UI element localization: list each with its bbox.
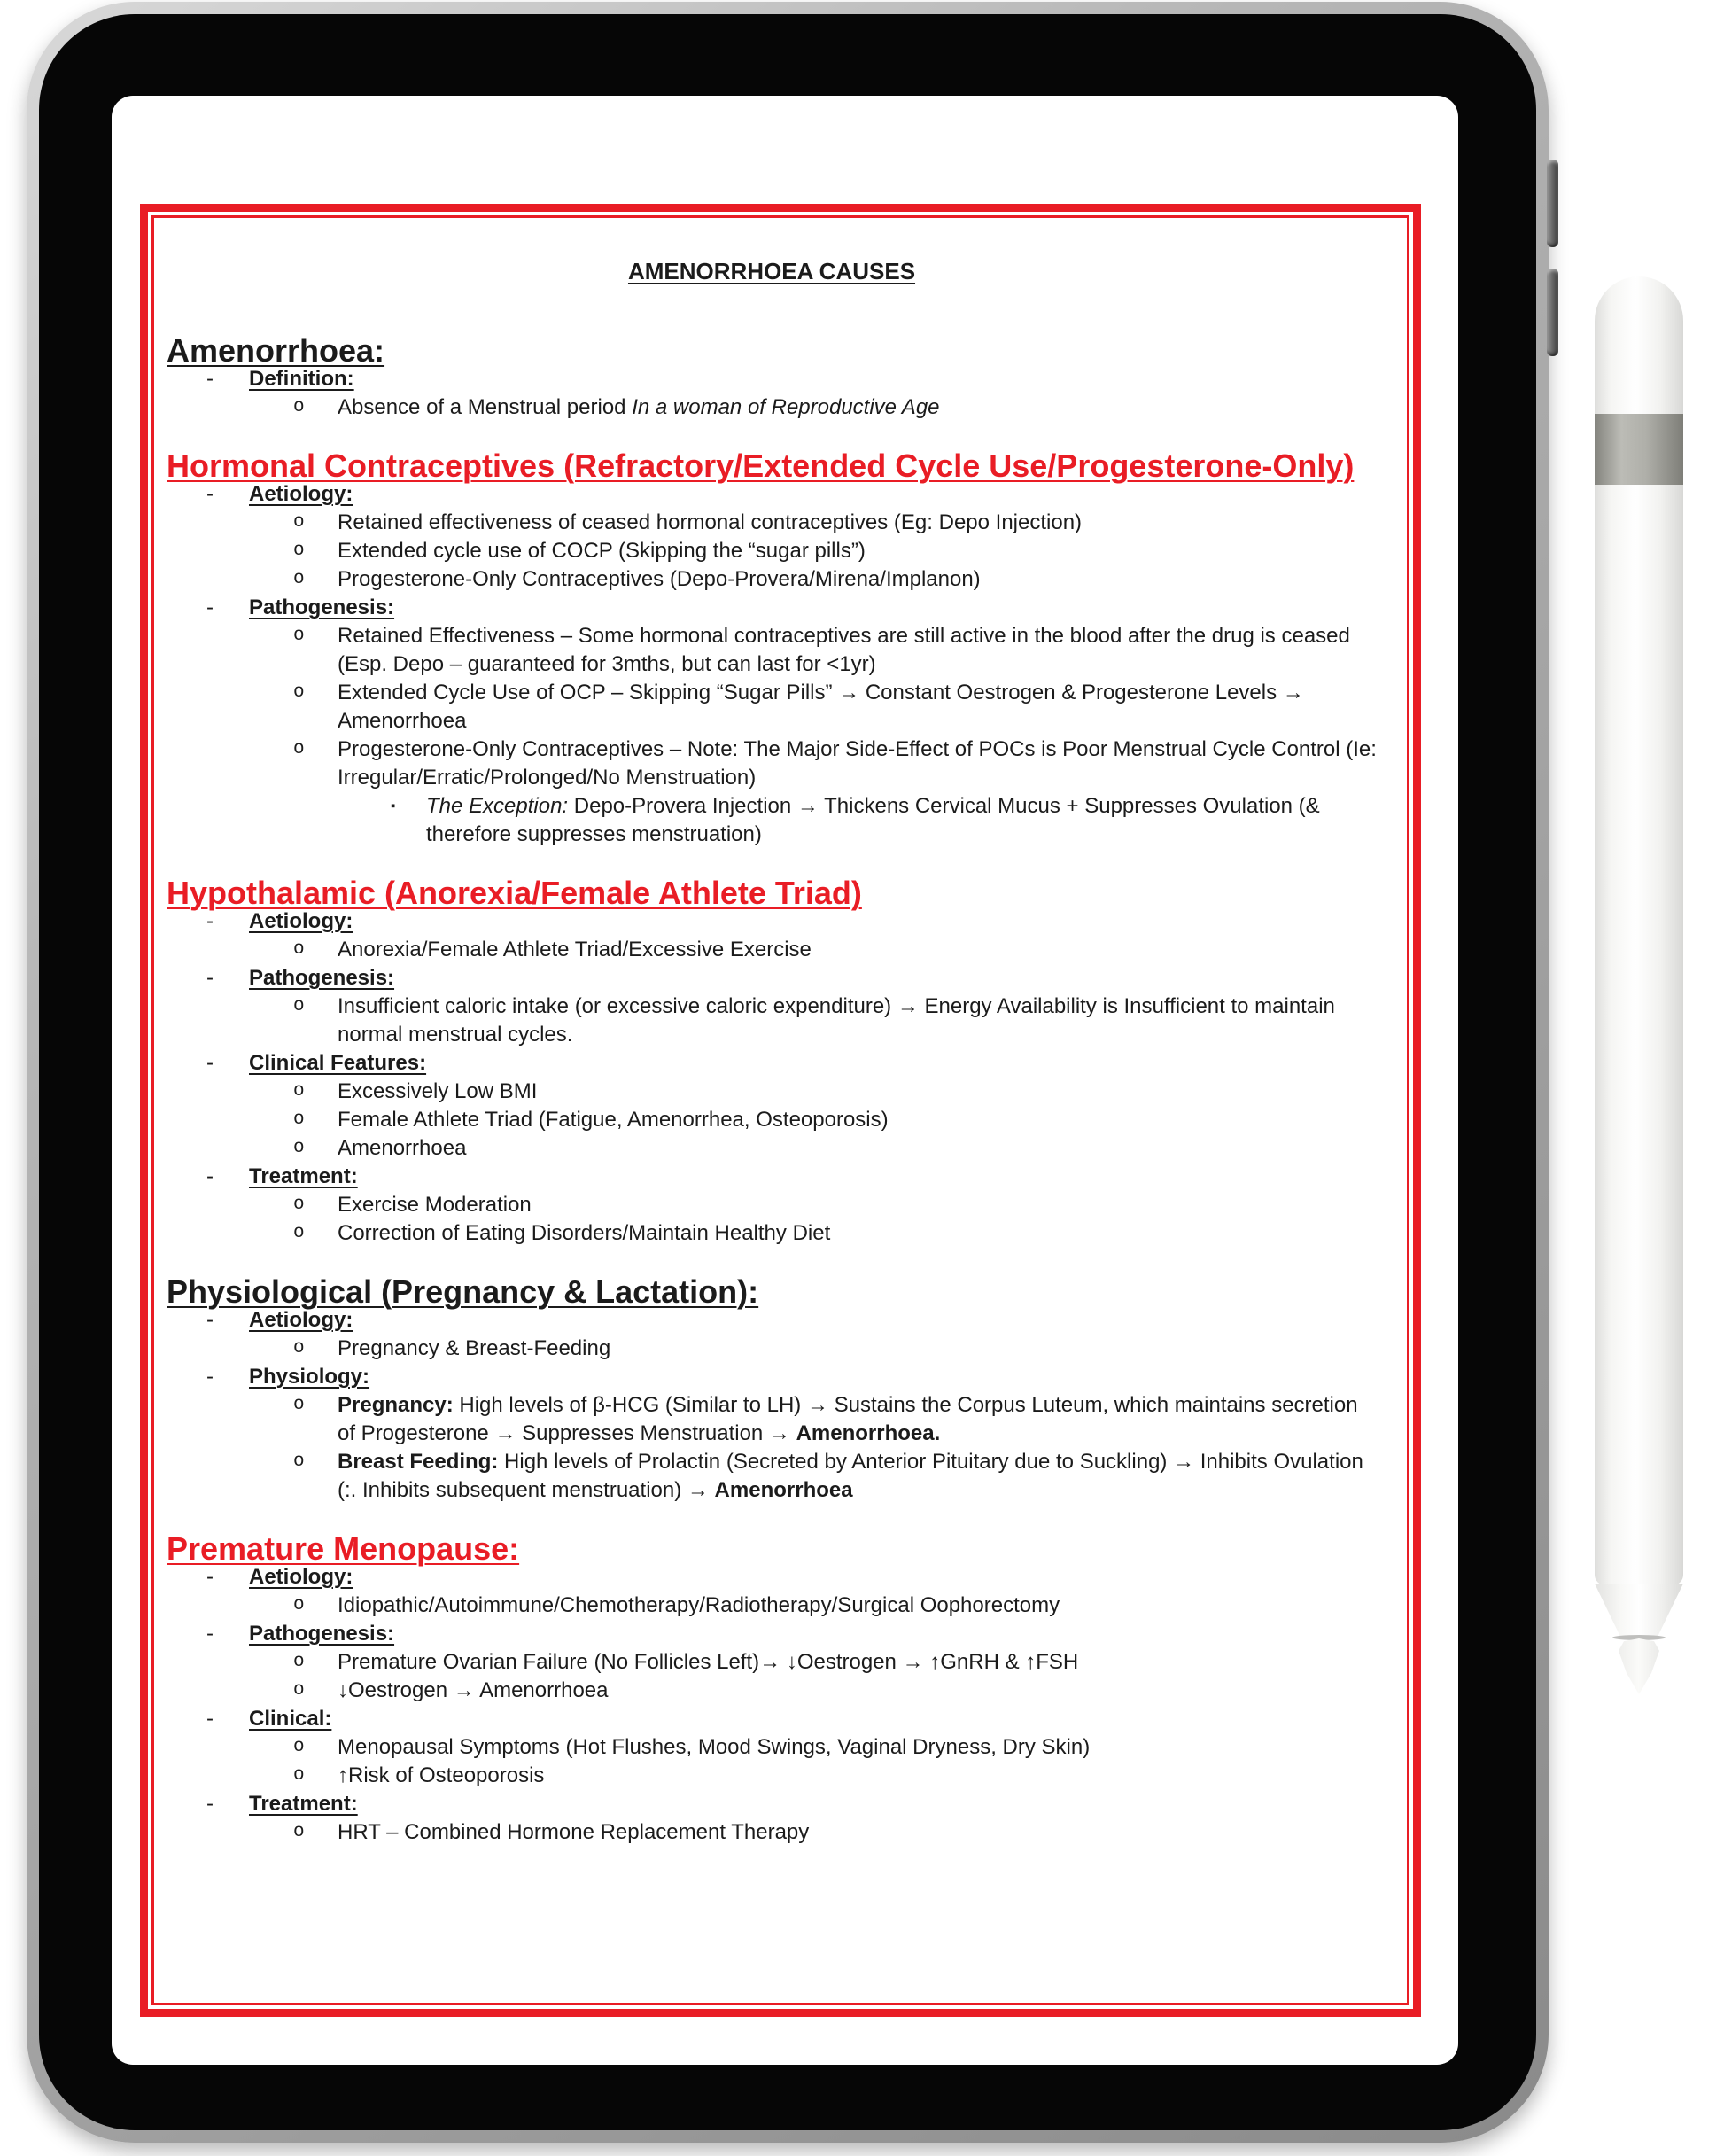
- text-segment: Retained effectiveness of ceased hormonal contraceptives (Eg: Depo Injection): [338, 510, 1083, 534]
- bullet-text: [338, 1219, 1377, 1248]
- text-segment: Excessively Low BMI: [338, 1079, 538, 1103]
- bullet-row: [293, 1335, 1377, 1363]
- text-segment: Extended Cycle Use of OCP – Skipping “Sugar Pills” → Constant Oestrogen & Progesterone Levels → Amenorrhoea: [338, 681, 1304, 733]
- bullet-text: [338, 1134, 1377, 1163]
- text-segment: Amenorrhoea.: [796, 1421, 941, 1445]
- circle-bullet-marker: o: [293, 1595, 305, 1615]
- circle-bullet-marker: o: [293, 1765, 305, 1786]
- text-segment: Anorexia/Female Athlete Triad/Excessive Exercise: [338, 938, 812, 961]
- circle-bullet-marker: o: [293, 1223, 305, 1243]
- dash-marker: -: [206, 1308, 214, 1332]
- section-hormonal-contraceptives: [167, 448, 1377, 849]
- circle-bullet-marker: o: [293, 1338, 305, 1358]
- bullet-row: [293, 1448, 1377, 1505]
- text-segment: Progesterone-Only Contraceptives (Depo-Provera/Mirena/Implanon): [338, 567, 981, 591]
- bullet-row: [293, 1134, 1377, 1163]
- dash-marker: -: [206, 1164, 214, 1188]
- bullet-text: [338, 992, 1377, 1049]
- circle-bullet-marker: o: [293, 626, 305, 646]
- subsection-label: Aetiology:: [249, 909, 353, 933]
- bullet-text: [338, 509, 1377, 537]
- subsection-row: [206, 1790, 1377, 1818]
- bullet-row: [293, 1191, 1377, 1219]
- bullet-text: [338, 1733, 1377, 1762]
- bullet-row: [293, 1592, 1377, 1620]
- bullet-row: [293, 393, 1377, 422]
- document-title: AMENORRHOEA CAUSES: [627, 258, 916, 284]
- subsection-row: [206, 1705, 1377, 1733]
- bullet-text: [338, 565, 1377, 594]
- text-segment: Amenorrhoea: [714, 1478, 853, 1502]
- subsection-label: Physiology:: [249, 1365, 370, 1389]
- dash-marker: -: [206, 1565, 214, 1589]
- section-hypothalamic: [167, 875, 1377, 1248]
- bullet-text: [338, 679, 1377, 736]
- text-segment: Pregnancy:: [338, 1393, 454, 1417]
- tablet-screen: [112, 96, 1458, 2065]
- bullet-text: [338, 1762, 1377, 1790]
- bullet-row: [293, 622, 1377, 679]
- subsection-row: [206, 1620, 1377, 1648]
- subsection-label: Pathogenesis:: [249, 1622, 395, 1646]
- text-segment: Menopausal Symptoms (Hot Flushes, Mood Swings, Vaginal Dryness, Dry Skin): [338, 1735, 1091, 1759]
- stylus-tip: [1617, 1638, 1661, 1694]
- subsection-row: [206, 907, 1377, 936]
- bullet-text: [338, 1648, 1377, 1677]
- subsection-row: [206, 1163, 1377, 1191]
- subsection-row: [206, 594, 1377, 622]
- document-red-frame: [140, 204, 1421, 2017]
- circle-bullet-marker: o: [293, 1822, 305, 1842]
- circle-bullet-marker: o: [293, 1452, 305, 1472]
- subsection-label: Definition:: [249, 367, 354, 391]
- subsection-label: Clinical Features:: [249, 1051, 427, 1075]
- square-bullet-marker: ▪: [391, 798, 396, 813]
- text-segment: ↓Oestrogen → Amenorrhoea: [338, 1678, 609, 1702]
- text-segment: Correction of Eating Disorders/Maintain Healthy Diet: [338, 1221, 831, 1245]
- bullet-text: [338, 1391, 1377, 1448]
- bullet-row: [293, 1762, 1377, 1790]
- circle-bullet-marker: o: [293, 1680, 305, 1701]
- dash-marker: -: [206, 1792, 214, 1816]
- dash-marker: -: [206, 1051, 214, 1075]
- bullet-row: [293, 537, 1377, 565]
- subsection-row: [206, 365, 1377, 393]
- circle-bullet-marker: o: [293, 739, 305, 759]
- bullet-row: [293, 992, 1377, 1049]
- circle-bullet-marker: o: [293, 996, 305, 1016]
- text-segment: The Exception:: [426, 794, 569, 818]
- dash-marker: -: [206, 367, 214, 391]
- subsection-row: [206, 1049, 1377, 1078]
- text-segment: Progesterone-Only Contraceptives – Note: The Major Side-Effect of POCs is Poor Menstrual Cycle Control (Ie: Irregular/Erratic/Prolonged/No Menstruation): [338, 737, 1377, 790]
- subsection-label: Treatment:: [249, 1164, 358, 1188]
- sub-bullet-row: [391, 792, 1377, 849]
- sub-bullet-text: [426, 792, 1377, 849]
- dash-marker: -: [206, 1707, 214, 1731]
- circle-bullet-marker: o: [293, 1195, 305, 1215]
- bullet-text: [338, 622, 1377, 679]
- text-segment: Absence of a Menstrual period: [338, 395, 633, 419]
- document-page: [154, 218, 1407, 2003]
- subsection-label: Pathogenesis:: [249, 966, 395, 990]
- circle-bullet-marker: o: [293, 569, 305, 589]
- section-physiological: [167, 1273, 1377, 1505]
- bullet-text: [338, 1191, 1377, 1219]
- tablet-bezel: [39, 14, 1536, 2130]
- dash-marker: -: [206, 595, 214, 619]
- text-segment: Amenorrhoea: [338, 1136, 467, 1160]
- bullet-text: [338, 1448, 1377, 1505]
- bullet-row: [293, 936, 1377, 964]
- circle-bullet-marker: o: [293, 1081, 305, 1101]
- volume-down-button[interactable]: [1547, 269, 1558, 356]
- circle-bullet-marker: o: [293, 1138, 305, 1158]
- subsection-label: Pathogenesis:: [249, 595, 395, 619]
- circle-bullet-marker: o: [293, 1652, 305, 1672]
- dash-marker: -: [206, 966, 214, 990]
- circle-bullet-marker: o: [293, 682, 305, 703]
- text-segment: Depo-Provera Injection → Thickens Cervical Mucus + Suppresses Ovulation (& therefore suppresses menstruation): [426, 794, 1320, 846]
- section-heading: Premature Menopause:: [167, 1530, 520, 1567]
- bullet-row: [293, 565, 1377, 594]
- bullet-text: [338, 1335, 1377, 1363]
- bullet-row: [293, 1106, 1377, 1134]
- bullet-text: [338, 537, 1377, 565]
- section-heading: Hormonal Contraceptives (Refractory/Extended Cycle Use/Progesterone-Only): [167, 448, 1355, 484]
- circle-bullet-marker: o: [293, 512, 305, 533]
- bullet-text: [338, 736, 1377, 792]
- circle-bullet-marker: o: [293, 939, 305, 960]
- text-segment: Pregnancy & Breast-Feeding: [338, 1336, 611, 1360]
- section-heading: Physiological (Pregnancy & Lactation):: [167, 1273, 759, 1310]
- stylus-taper: [1595, 1584, 1683, 1638]
- circle-bullet-marker: o: [293, 1395, 305, 1415]
- document-red-frame-inner: [151, 215, 1409, 2005]
- stylus-band: [1595, 414, 1683, 485]
- text-segment: High levels of Prolactin (Secreted by Anterior Pituitary due to Suckling) → Inhibits Ovulation (:. Inhibits subsequent menstruation) →: [338, 1450, 1363, 1502]
- text-segment: Insufficient caloric intake (or excessive caloric expenditure) → Energy Availability is Insufficient to maintain normal menstrual cycles.: [338, 994, 1335, 1047]
- section-heading: Hypothalamic (Anorexia/Female Athlete Triad): [167, 875, 862, 911]
- text-segment: Exercise Moderation: [338, 1193, 532, 1217]
- circle-bullet-marker: o: [293, 1737, 305, 1757]
- dash-marker: -: [206, 482, 214, 506]
- circle-bullet-marker: o: [293, 541, 305, 561]
- volume-up-button[interactable]: [1547, 160, 1558, 247]
- bullet-text: [338, 1677, 1377, 1705]
- subsection-row: [206, 1363, 1377, 1391]
- bullet-row: [293, 679, 1377, 736]
- subsection-label: Treatment:: [249, 1792, 358, 1816]
- subsection-label: Clinical:: [249, 1707, 332, 1731]
- text-segment: HRT – Combined Hormone Replacement Therapy: [338, 1820, 810, 1844]
- bullet-row: [293, 1677, 1377, 1705]
- tablet-device: [27, 2, 1549, 2143]
- bullet-row: [293, 1391, 1377, 1448]
- bullet-row: [293, 736, 1377, 792]
- text-segment: Premature Ovarian Failure (No Follicles Left)→ ↓Oestrogen → ↑GnRH & ↑FSH: [338, 1650, 1079, 1674]
- bullet-text: [338, 936, 1377, 964]
- bullet-text: [338, 1078, 1377, 1106]
- text-segment: High levels of β-HCG (Similar to LH) → Sustains the Corpus Luteum, which maintains secretion of Progesterone → Suppresses Menstruation →: [338, 1393, 1358, 1445]
- subsection-label: Aetiology:: [249, 1308, 353, 1332]
- bullet-row: [293, 1219, 1377, 1248]
- bullet-row: [293, 1078, 1377, 1106]
- subsection-label: Aetiology:: [249, 1565, 353, 1589]
- bullet-text: [338, 1818, 1377, 1847]
- bullet-row: [293, 1733, 1377, 1762]
- section-premature-menopause: [167, 1530, 1377, 1847]
- subsection-label: Aetiology:: [249, 482, 353, 506]
- dash-marker: -: [206, 1622, 214, 1646]
- circle-bullet-marker: o: [293, 397, 305, 417]
- section-amenorrhoea: [167, 332, 1377, 422]
- text-segment: In a woman of Reproductive Age: [632, 395, 940, 419]
- bullet-text: [338, 1592, 1377, 1620]
- bullet-row: [293, 509, 1377, 537]
- bullet-row: [293, 1818, 1377, 1847]
- text-segment: Breast Feeding:: [338, 1450, 499, 1474]
- subsection-row: [206, 964, 1377, 992]
- bullet-text: [338, 393, 1377, 422]
- section-heading: Amenorrhoea:: [167, 332, 385, 369]
- text-segment: Female Athlete Triad (Fatigue, Amenorrhea, Osteoporosis): [338, 1108, 889, 1132]
- dash-marker: -: [206, 909, 214, 933]
- bullet-text: [338, 1106, 1377, 1134]
- subsection-row: [206, 1563, 1377, 1592]
- text-segment: Retained Effectiveness – Some hormonal contraceptives are still active in the blood after the drug is ceased (Esp. Depo – guaranteed for 3mths, but can last for <1yr): [338, 624, 1350, 676]
- dash-marker: -: [206, 1365, 214, 1389]
- subsection-row: [206, 480, 1377, 509]
- text-segment: ↑Risk of Osteoporosis: [338, 1763, 545, 1787]
- circle-bullet-marker: o: [293, 1109, 305, 1130]
- text-segment: Extended cycle use of COCP (Skipping the “sugar pills”): [338, 539, 866, 563]
- bullet-row: [293, 1648, 1377, 1677]
- subsection-row: [206, 1306, 1377, 1335]
- text-segment: Idiopathic/Autoimmune/Chemotherapy/Radiotherapy/Surgical Oophorectomy: [338, 1593, 1060, 1617]
